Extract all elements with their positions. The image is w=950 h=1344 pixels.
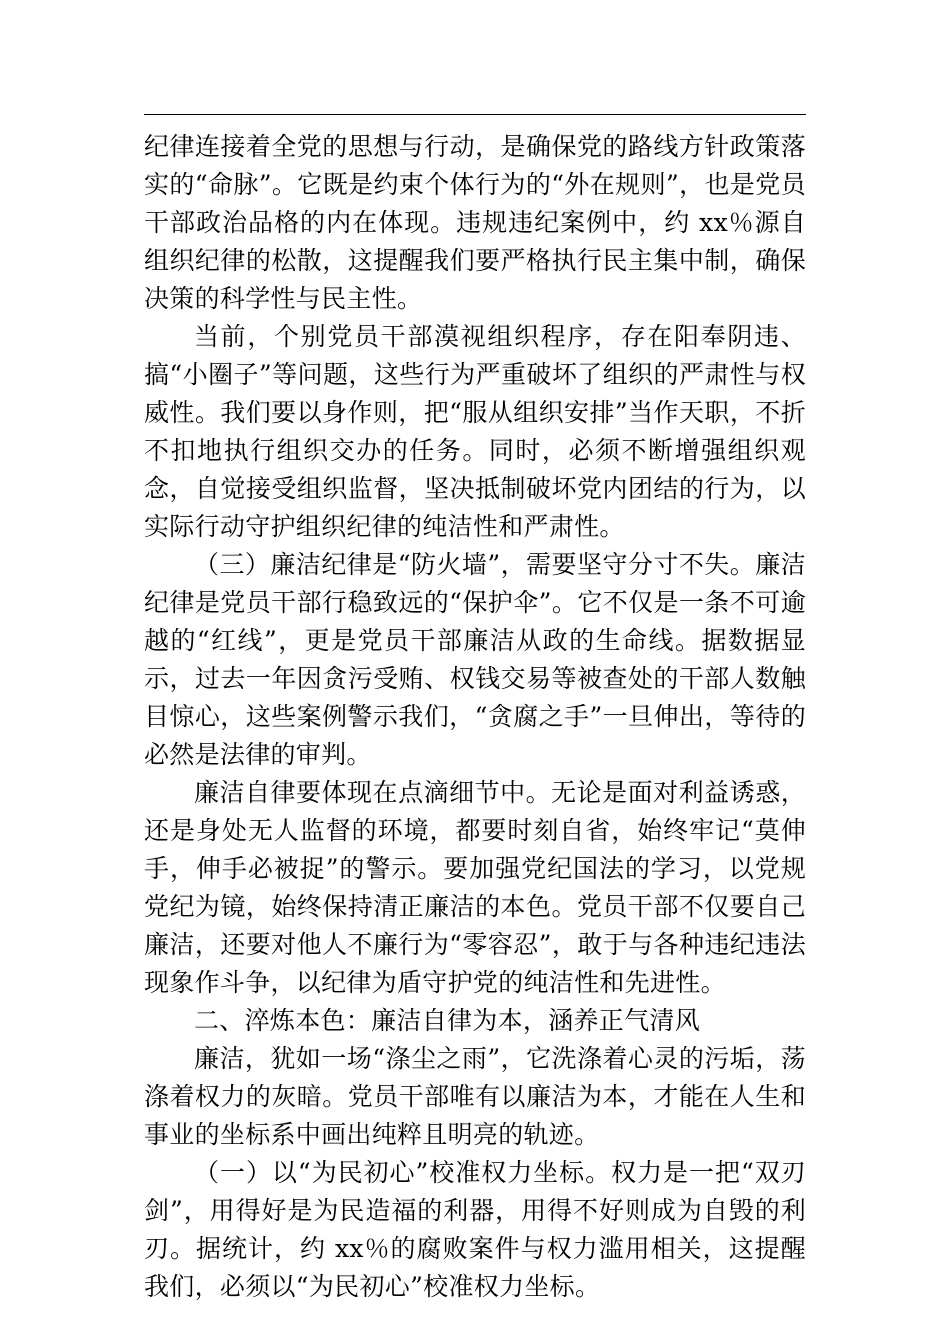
paragraph-discipline-lifeline: 纪律连接着全党的思想与行动，是确保党的路线方针政策落实的“命脉”。它既是约束个体行为的“外在规则”，也是党员干部政治品格的内在体现。违规违纪案例中，约 xx％源自组织纪律的松散，这提醒我们要严格执行民主集中制，确保决策的科学性与民主性。 (144, 132, 806, 313)
paragraph-organizational-problems: 当前，个别党员干部漠视组织程序，存在阳奉阴违、搞“小圈子”等问题，这些行为严重破坏了组织的严肃性与权威性。我们要以身作则，把“服从组织安排”当作天职，不折不扣地执行组织交办的任务。同时，必须不断增强组织观念，自觉接受组织监督，坚决抵制破坏党内团结的行为，以实际行动守护组织纪律的纯洁性和严肃性。 (144, 322, 806, 541)
paragraph-self-discipline-details: 廉洁自律要体现在点滴细节中。无论是面对利益诱惑，还是身处无人监督的环境，都要时刻自省，始终牢记“莫伸手，伸手必被捉”的警示。要加强党纪国法的学习，以党规党纪为镜，始终保持清正廉洁的本色。党员干部不仅要自己廉洁，还要对他人不廉行为“零容忍”，敢于与各种违纪违法现象作斗争，以纪律为盾守护党的纯洁性和先进性。 (144, 778, 806, 997)
section-heading-two: 二、淬炼本色：廉洁自律为本，涵养正气清风 (194, 1006, 701, 1035)
document-body (144, 128, 806, 1306)
header-rule (144, 114, 806, 115)
paragraph-integrity-firewall: （三）廉洁纪律是“防火墙”，需要坚守分寸不失。廉洁纪律是党员干部行稳致远的“保护伞”。它不仅是一条不可逾越的“红线”，更是党员干部廉洁从政的生命线。据数据显示，过去一年因贪污受贿、权钱交易等被查处的干部人数触目惊心，这些案例警示我们，“贪腐之手”一旦伸出，等待的必然是法律的审判。 (144, 550, 806, 769)
paragraph-cleansing-rain: 廉洁，犹如一场“涤尘之雨”，它洗涤着心灵的污垢，荡涤着权力的灰暗。党员干部唯有以廉洁为本，才能在人生和事业的坐标系中画出纯粹且明亮的轨迹。 (144, 1044, 806, 1149)
paragraph-power-coordinates: （一）以“为民初心”校准权力坐标。权力是一把“双刃剑”，用得好是为民造福的利器，用得不好则成为自毁的利刃。据统计，约 xx％的腐败案件与权力滥用相关，这提醒我们，必须以“为民初心”校准权力坐标。 (144, 1158, 806, 1301)
